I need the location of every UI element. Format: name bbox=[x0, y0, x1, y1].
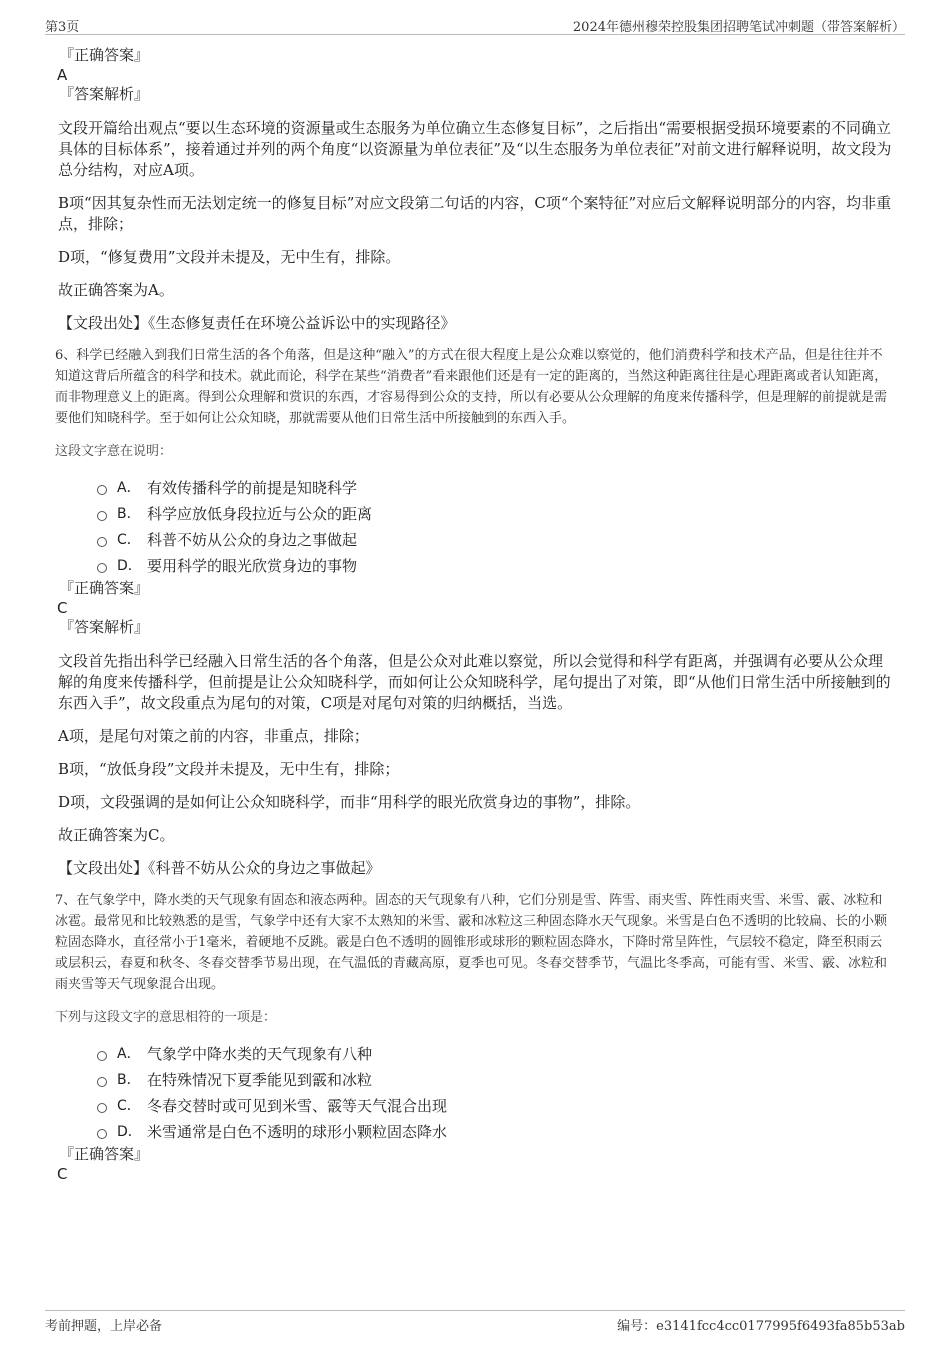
option-text: 要用科学的眼光欣赏身边的事物 bbox=[147, 557, 358, 575]
q5-explanation-3: D项，“修复费用”文段并未提及，无中生有，排除。 bbox=[58, 248, 401, 266]
radio-icon[interactable] bbox=[97, 1051, 107, 1061]
option-key: B． bbox=[117, 506, 141, 522]
q5-analysis-label: 『答案解析』 bbox=[59, 85, 150, 103]
q7-options bbox=[97, 1041, 895, 1145]
document-body bbox=[55, 46, 895, 1184]
q6-option-b[interactable] bbox=[97, 501, 895, 527]
q6-options bbox=[97, 475, 895, 579]
option-text: 科学应放低身段拉近与公众的距离 bbox=[147, 505, 373, 523]
q7-question-text: 7、在气象学中，降水类的天气现象有固态和液态两种。固态的天气现象有八种，它们分别是雪、阵雪、雨夹雪、阵性雨夹雪、米雪、霰、冰粒和冰雹。最常见和比较熟悉的是雪，气象学中还有大家不太熟知的米雪、霰和冰粒这三种固态降水天气现象。米雪是白色不透明的比较扁、长的小颗粒固态降水，直径常小于1毫米，着硬地不反跳。霰是白色不透明的圆锥形或球形的颗粒固态降水，下降时常呈阵性，气层较不稳定，降至积雨云或层积云，春夏和秋冬、冬春交替季节易出现，在气温低的青藏高原，夏季也可见。冬春交替季节，气温比冬季高，可能有雪、米雪、霰、冰粒和雨夹雪等天气现象混合出现。 bbox=[55, 893, 888, 992]
option-text: 有效传播科学的前提是知晓科学 bbox=[147, 479, 358, 497]
q6-explanation-1: 文段首先指出科学已经融入日常生活的各个角落，但是公众对此难以察觉，所以会觉得和科学有距离，并强调有必要从公众理解的角度来传播科学，但前提是让公众知晓科学，而如何让公众知晓科学，尾句提出了对策，即“从他们日常生活中所接触到的东西入手”，故文段重点为尾句的对策，C项是对尾句对策的归纳概括，当选。 bbox=[58, 652, 891, 712]
footer-slogan: 考前押题，上岸必备 bbox=[45, 1319, 163, 1334]
option-key: A． bbox=[117, 1046, 141, 1062]
radio-icon[interactable] bbox=[97, 485, 107, 495]
option-text: 冬春交替时或可见到米雪、霰等天气混合出现 bbox=[147, 1097, 448, 1115]
q6-option-a[interactable] bbox=[97, 475, 895, 501]
q6-option-c[interactable] bbox=[97, 527, 895, 553]
q5-source: 【文段出处】《生态修复责任在环境公益诉讼中的实现路径》 bbox=[58, 314, 456, 332]
q6-answer: C bbox=[57, 599, 68, 617]
option-text: 米雪通常是白色不透明的球形小颗粒固态降水 bbox=[147, 1123, 448, 1141]
q6-option-d[interactable] bbox=[97, 553, 895, 579]
q6-source: 【文段出处】《科普不妨从公众的身边之事做起》 bbox=[58, 859, 381, 877]
option-key: C． bbox=[117, 1098, 141, 1114]
q7-option-c[interactable] bbox=[97, 1093, 895, 1119]
q7-option-a[interactable] bbox=[97, 1041, 895, 1067]
q6-explanation-4: D项，文段强调的是如何让公众知晓科学，而非“用科学的眼光欣赏身边的事物”，排除。 bbox=[58, 793, 641, 811]
option-key: B． bbox=[117, 1072, 141, 1088]
q6-analysis-label: 『答案解析』 bbox=[59, 618, 150, 636]
radio-icon[interactable] bbox=[97, 511, 107, 521]
q5-explanation-4: 故正确答案为A。 bbox=[58, 281, 174, 299]
page-footer bbox=[45, 1310, 905, 1334]
radio-icon[interactable] bbox=[97, 1129, 107, 1139]
q6-answer-label: 『正确答案』 bbox=[59, 579, 150, 597]
q6-prompt: 这段文字意在说明： bbox=[55, 444, 173, 459]
q6-explanation-3: B项，“放低身段”文段并未提及，无中生有，排除； bbox=[58, 760, 400, 778]
q6-explanation-5: 故正确答案为C。 bbox=[58, 826, 175, 844]
radio-icon[interactable] bbox=[97, 1077, 107, 1087]
q7-prompt: 下列与这段文字的意思相符的一项是： bbox=[55, 1010, 277, 1025]
q6-question-text: 6、科学已经融入到我们日常生活的各个角落，但是这种“融入”的方式在很大程度上是公众难以察觉的，他们消费科学和技术产品，但是往往并不知道这背后所蕴含的科学和技术。就此而论，科学在某些“消费者”看来跟他们还是有一定的距离的，当然这种距离往往是心理距离或者认知距离，而非物理意义上的距离。得到公众理解和赏识的东西，才容易得到公众的支持，所以有必要从公众理解的角度来传播科学，但是理解的前提就是需要他们知晓科学。至于如何让公众知晓，那就需要从他们日常生活中所接触到的东西入手。 bbox=[55, 348, 888, 426]
q6-explanation-2: A项，是尾句对策之前的内容，非重点，排除； bbox=[58, 727, 369, 745]
option-key: D． bbox=[117, 558, 142, 574]
q5-explanation-1: 文段开篇给出观点“要以生态环境的资源量或生态服务为单位确立生态修复目标”，之后指出“需要根据受损环境要素的不同确立具体的目标体系”，接着通过并列的两个角度“以资源量为单位表征”及“以生态服务为单位表征”对前文进行解释说明，故文段为总分结构，对应A项。 bbox=[58, 119, 892, 179]
radio-icon[interactable] bbox=[97, 563, 107, 573]
option-key: C． bbox=[117, 532, 141, 548]
q7-option-b[interactable] bbox=[97, 1067, 895, 1093]
q7-answer: C bbox=[57, 1165, 68, 1183]
document-code: 编号：e3141fcc4cc0177995f6493fa85b53ab bbox=[617, 1319, 905, 1334]
option-key: D． bbox=[117, 1124, 142, 1140]
radio-icon[interactable] bbox=[97, 1103, 107, 1113]
q7-option-d[interactable] bbox=[97, 1119, 895, 1145]
document-title: 2024年德州穆荣控股集团招聘笔试冲刺题（带答案解析） bbox=[572, 20, 905, 35]
q5-answer: A bbox=[57, 66, 68, 84]
option-text: 气象学中降水类的天气现象有八种 bbox=[147, 1045, 373, 1063]
option-text: 在特殊情况下夏季能见到霰和冰粒 bbox=[147, 1071, 373, 1089]
option-key: A． bbox=[117, 480, 141, 496]
option-text: 科普不妨从公众的身边之事做起 bbox=[147, 531, 358, 549]
q5-explanation-2: B项“因其复杂性而无法划定统一的修复目标”对应文段第二句话的内容，C项“个案特征”对应后文解释说明部分的内容，均非重点，排除； bbox=[58, 194, 892, 233]
page-header bbox=[45, 14, 905, 35]
page-number: 第3页 bbox=[45, 20, 80, 35]
q7-answer-label: 『正确答案』 bbox=[59, 1145, 150, 1163]
q5-answer-label: 『正确答案』 bbox=[59, 46, 150, 64]
radio-icon[interactable] bbox=[97, 537, 107, 547]
